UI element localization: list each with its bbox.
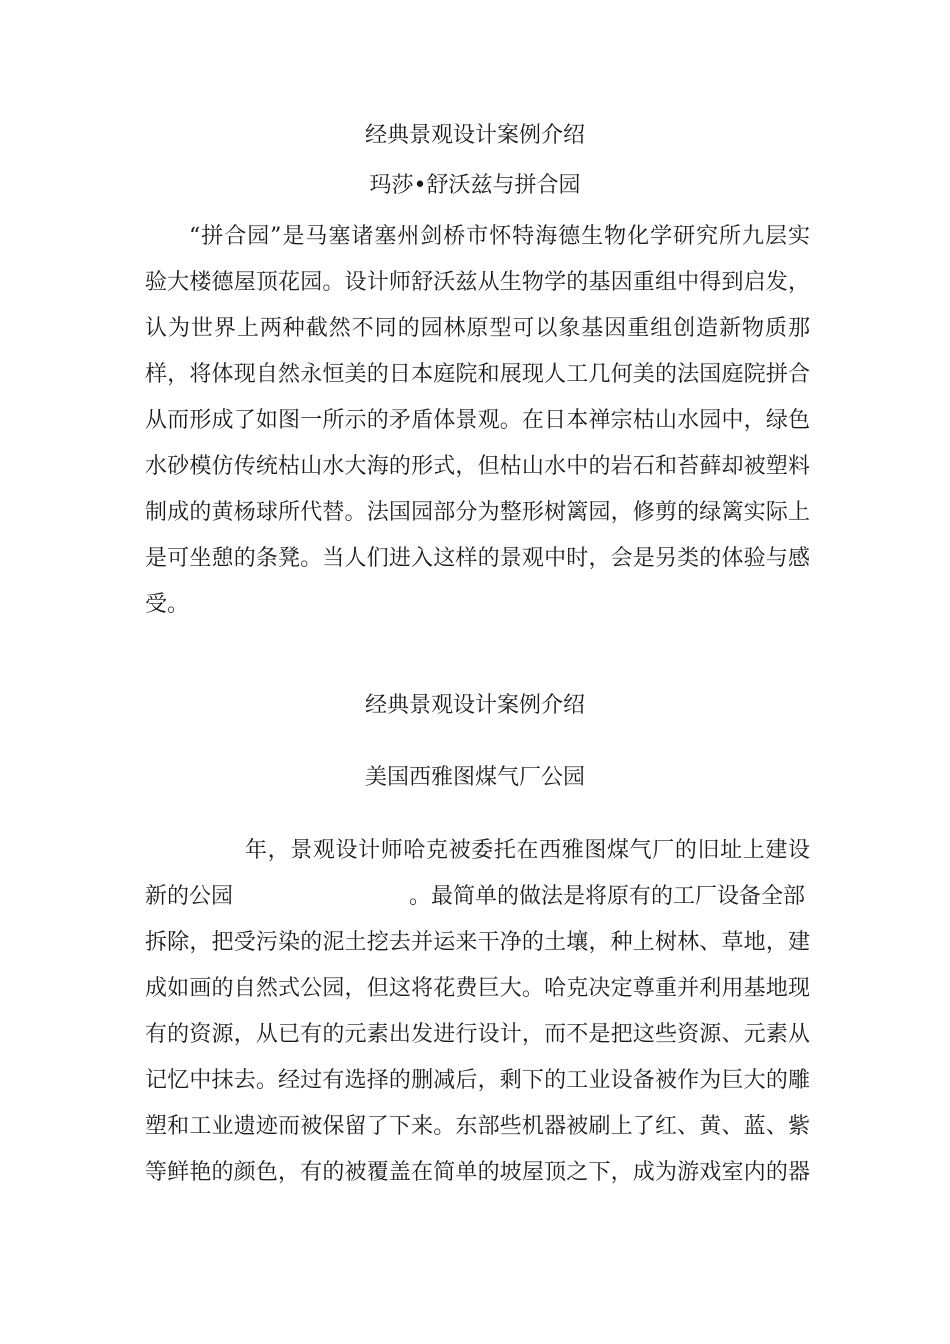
paragraph-line: 有的资源，从已有的元素出发进行设计，而不是把这些资源、元素从 [145, 1022, 810, 1047]
paragraph-text-fragment: 新的公园 [145, 884, 234, 909]
paragraph-line: 样，将体现自然永恒美的日本庭院和展现人工几何美的法国庭院拼合 [145, 362, 810, 387]
paragraph-line: 年，景观设计师哈克被委托在西雅图煤气厂的旧址上建设 [245, 838, 810, 863]
paragraph-line: 水砂模仿传统枯山水大海的形式，但枯山水中的岩石和苔藓却被塑料 [145, 454, 810, 479]
section1-subtitle: 玛莎•舒沃兹与拼合园 [369, 173, 581, 198]
paragraph-line: 验大楼德屋顶花园。设计师舒沃兹从生物学的基因重组中得到启发， [145, 270, 810, 295]
paragraph-line: 成如画的自然式公园，但这将花费巨大。哈克决定尊重并利用基地现 [145, 976, 810, 1001]
paragraph-line: 制成的黄杨球所代替。法国园部分为整形树篱园，修剪的绿篱实际上 [145, 500, 810, 525]
paragraph-line: “拼合园”是马塞诸塞州剑桥市怀特海德生物化学研究所九层实 [189, 224, 810, 249]
paragraph-line: 塑和工业遗迹而被保留了下来。东部些机器被刷上了红、黄、蓝、紫 [145, 1114, 810, 1139]
paragraph-line: 拆除，把受污染的泥土挖去并运来干净的土壤，种上树林、草地，建 [145, 930, 810, 955]
paragraph-line: 是可坐憩的条凳。当人们进入这样的景观中时，会是另类的体验与感 [145, 546, 810, 571]
paragraph-line: 记忆中抹去。经过有选择的删减后，剩下的工业设备被作为巨大的雕 [145, 1068, 810, 1093]
section2-title: 经典景观设计案例介绍 [364, 693, 585, 718]
paragraph-text-fragment: 。最简单的做法是将原有的工厂设备全部 [409, 884, 806, 909]
section1-title: 经典景观设计案例介绍 [364, 123, 585, 148]
section2-paragraph [145, 828, 810, 1196]
section2-subtitle: 美国西雅图煤气厂公园 [364, 765, 585, 790]
paragraph-line: 受。 [145, 592, 190, 617]
section1-paragraph [145, 214, 810, 628]
paragraph-line-with-gap [145, 874, 810, 920]
paragraph-line: 从而形成了如图一所示的矛盾体景观。在日本禅宗枯山水园中，绿色 [145, 408, 810, 433]
paragraph-line: 等鲜艳的颜色，有的被覆盖在简单的坡屋顶之下，成为游戏室内的器 [145, 1160, 810, 1185]
paragraph-line: 认为世界上两种截然不同的园林原型可以象基因重组创造新物质那 [145, 316, 810, 341]
